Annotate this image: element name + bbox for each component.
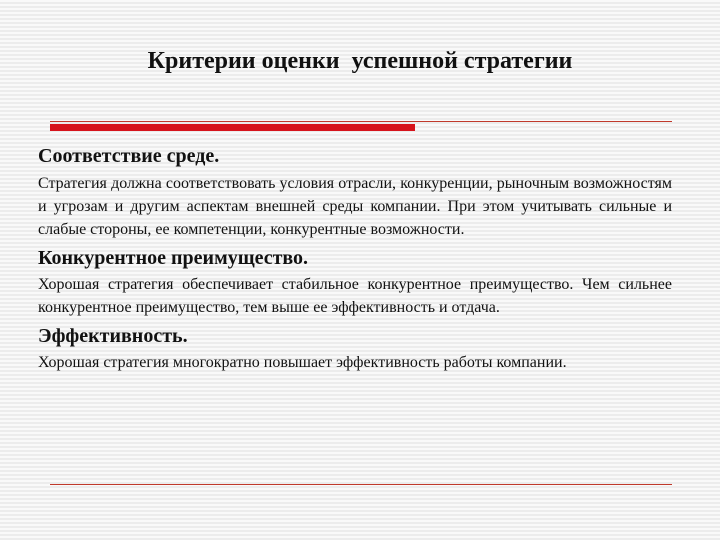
section-text-competitive-advantage: Хорошая стратегия обеспечивает стабильное конкурентное преимущество. Чем сильнее конкурентное преимущество, тем выше ее эффективность и отдача. xyxy=(38,276,672,316)
slide-content xyxy=(38,141,672,378)
section-heading-efficiency: Эффективность. xyxy=(38,325,188,347)
bottom-divider xyxy=(50,484,672,485)
title-divider-thin xyxy=(50,121,672,122)
section-text-efficiency: Хорошая стратегия многократно повышает эффективность работы компании. xyxy=(38,354,567,371)
section-heading-environment-fit: Соответствие среде. xyxy=(38,145,220,167)
slide-title: Критерии оценки успешной стратегии xyxy=(147,48,573,74)
section-heading-competitive-advantage: Конкурентное преимущество. xyxy=(38,247,309,269)
section-text-environment-fit: Стратегия должна соответствовать условия отрасли, конкуренции, рыночным возможностям и угрозам и другим аспектам внешней среды компании. При этом учитывать сильные и слабые стороны, ее компетенции, конкурентные возможности. xyxy=(38,175,672,238)
title-divider-thick xyxy=(50,124,415,131)
